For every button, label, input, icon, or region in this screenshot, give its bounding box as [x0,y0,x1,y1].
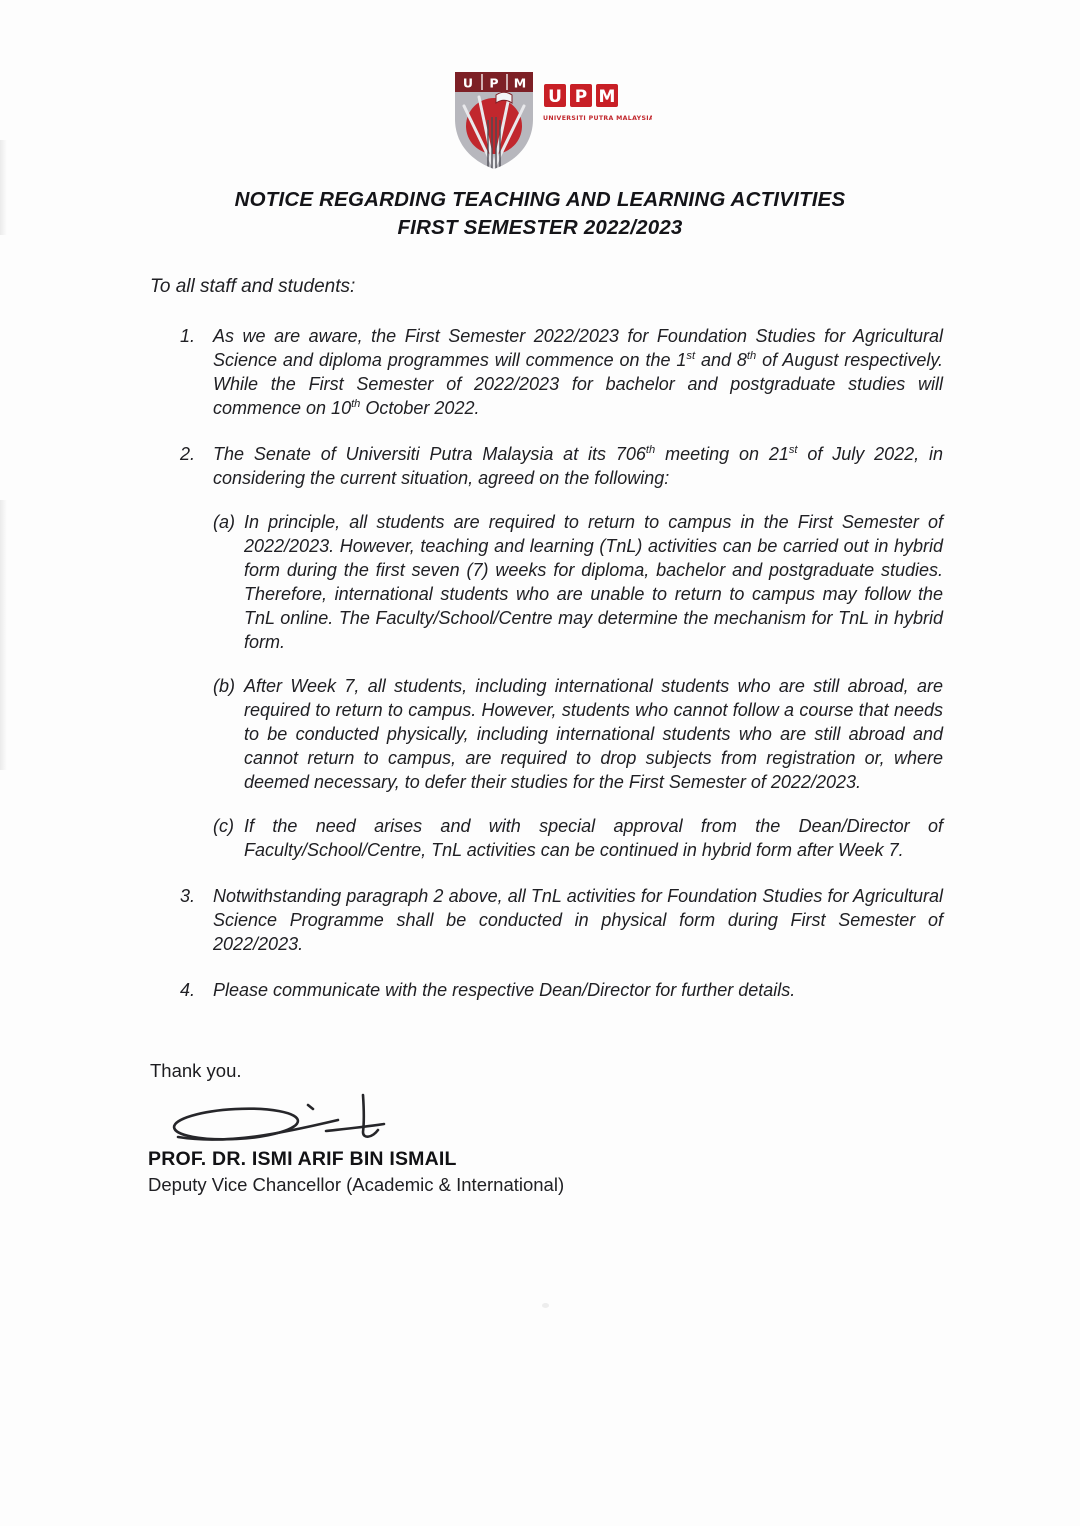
item-marker: 1. [180,326,196,346]
shield-letter-p: P [489,75,499,91]
sub-item-c [213,814,943,862]
salutation: To all staff and students: [150,276,356,297]
item-text: Please communicate with the respective Dean/Director for further details. [213,980,796,1000]
sub-item-a [213,510,943,654]
sub-item-text: In principle, all students are required to return to campus in the First Semester of 2022/2023. However, teaching and learning (TnL) activities can be carried out in hybrid form during the first seven (7) weeks for diploma, bachelor and postgraduate studies. Therefore, international students who are unable to return to campus may follow the TnL online. The Faculty/School/Centre may determine the mechanism for TnL in hybrid form. [244,512,943,652]
list-item-3 [180,884,943,956]
signature-image [158,1086,408,1156]
shield-letter-m: M [513,75,527,91]
upm-logo [452,64,652,176]
thank-you-text: Thank you. [150,1060,242,1081]
item-marker: 3. [180,886,196,906]
item-text: Notwithstanding paragraph 2 above, all TnL activities for Foundation Studies for Agricultural Science Programme shall be conducted in physical form during First Semester of 2022/2023. [213,886,943,954]
title-line-1: NOTICE REGARDING TEACHING AND LEARNING ACTIVITIES [234,188,846,211]
notice-body [180,324,943,1002]
list-item-4 [180,978,943,1002]
shield-icon [455,92,533,170]
shield-banner [455,72,533,92]
shield-letter-u: U [462,75,474,91]
sub-item-b [213,674,943,794]
block-letter-p: P [574,87,588,107]
list-item-1 [180,324,943,420]
upm-letter-blocks [543,84,652,122]
item-marker: 4. [180,980,196,1000]
scan-artifact [542,1303,549,1308]
upm-crest-icon [452,64,652,176]
block-letter-u: U [548,87,562,107]
signatory-name: PROF. DR. ISMI ARIF BIN ISMAIL [148,1148,457,1170]
upm-wordmark-text: UNIVERSITI PUTRA MALAYSIA [543,115,652,122]
signatory-title: Deputy Vice Chancellor (Academic & International) [148,1174,565,1195]
scan-artifact [0,500,7,770]
title-line-2: FIRST SEMESTER 2022/2023 [397,216,683,239]
sub-item-marker: (a) [213,512,235,532]
list-item-2 [180,442,943,862]
item-marker: 2. [180,444,196,464]
item-text: The Senate of Universiti Putra Malaysia at its 706th meeting on 21st of July 2022, in considering the current situation, agreed on the following: [213,444,943,488]
item-text: As we are aware, the First Semester 2022/2023 for Foundation Studies for Agricultural Science and diploma programmes will commence on the 1st and 8th of August respectively. While the First Semester of 2022/2023 for bachelor and postgraduate studies will commence on 10th October 2022. [213,326,944,418]
sub-item-marker: (c) [213,816,234,836]
sub-item-text: After Week 7, all students, including international students who are still abroad, are required to return to campus. However, students who cannot follow a course that needs to be conducted physically, including international students who are still abroad and cannot return to campus, are required to drop subjects from registration or, where deemed necessary, to defer their studies for the First Semester of 2022/2023. [244,676,943,792]
notice-title [0,186,1080,242]
block-letter-m: M [598,87,616,107]
sub-list [213,510,943,862]
sub-item-text: If the need arises and with special approval from the Dean/Director of Faculty/School/Centre, TnL activities can be continued in hybrid form after Week 7. [244,816,943,860]
sub-item-marker: (b) [213,676,235,696]
